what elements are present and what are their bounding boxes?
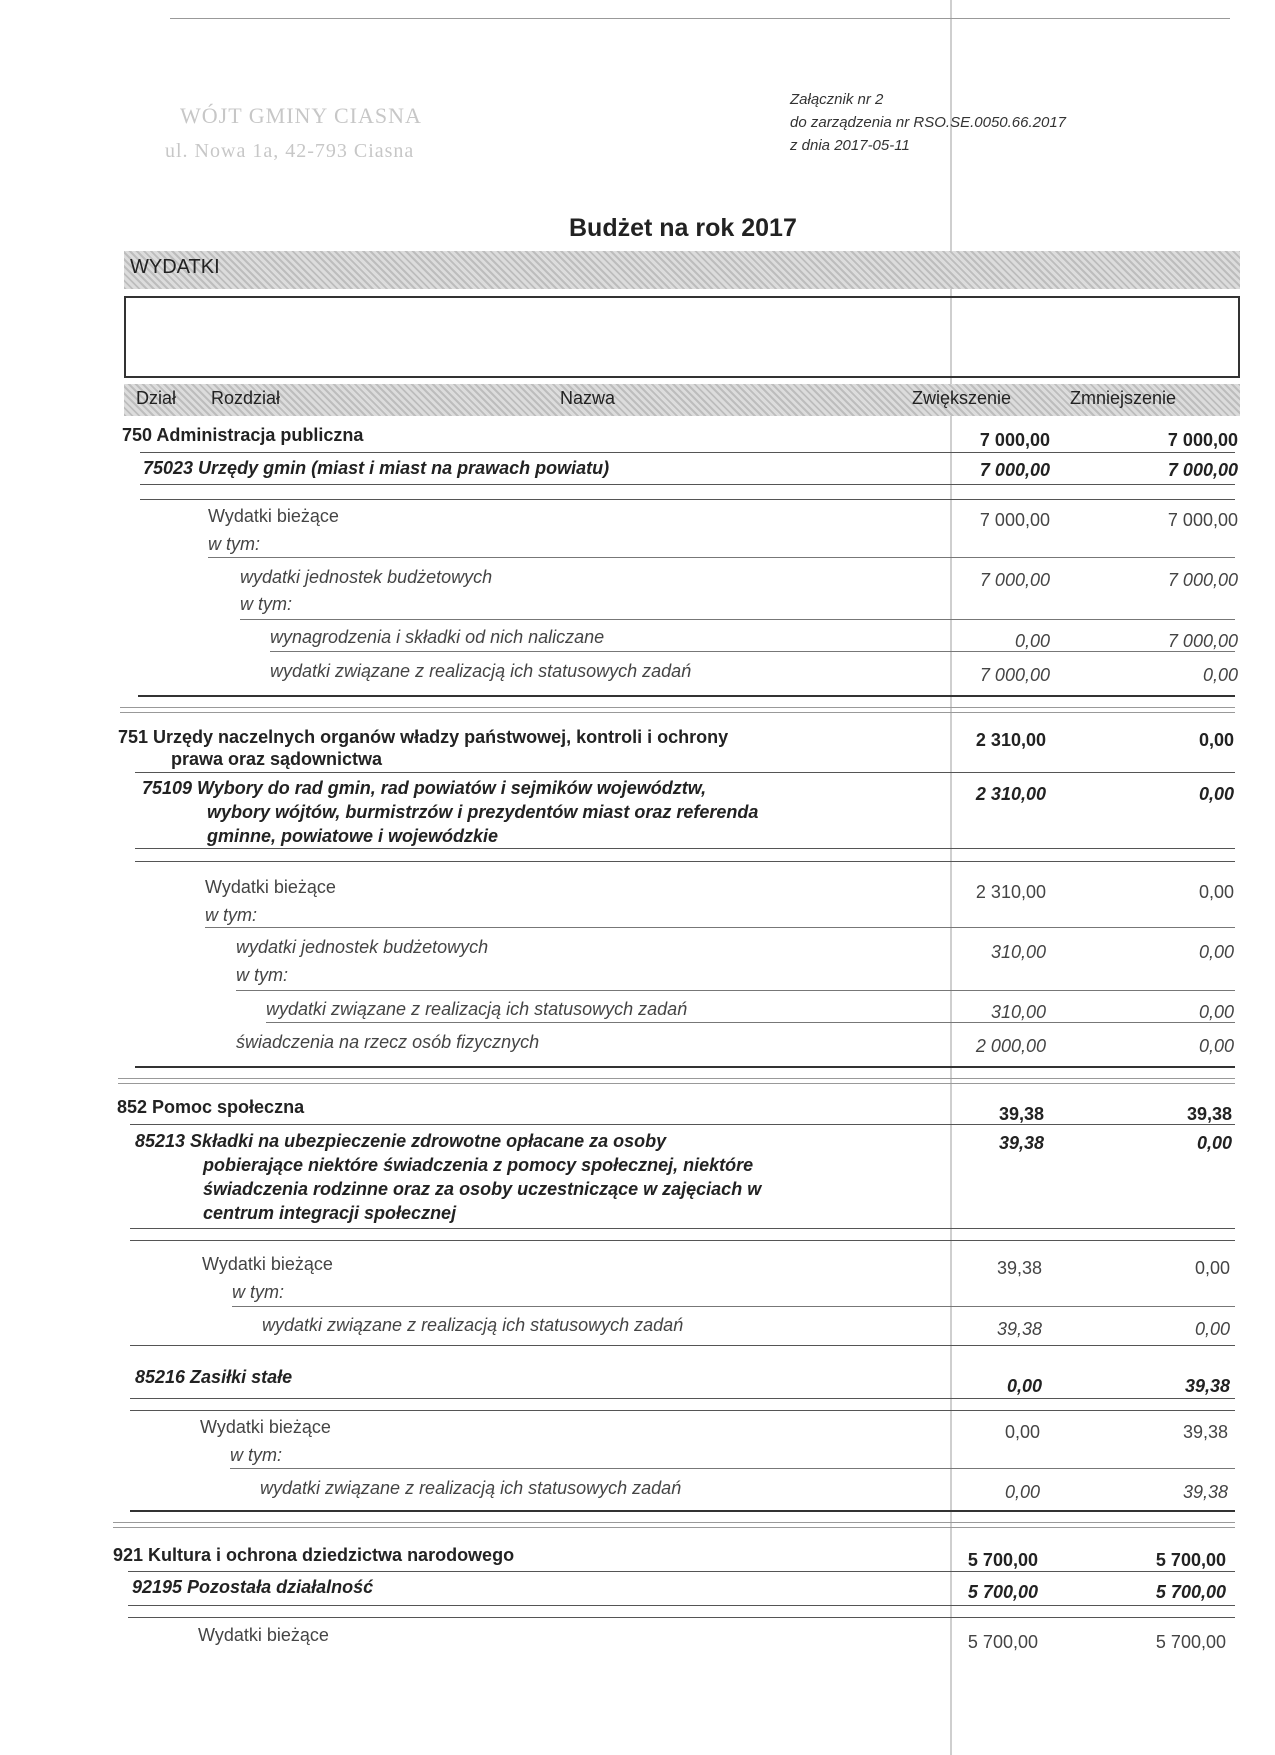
rule [135,861,1235,862]
statusowe-zadania-label: wydatki związane z realizacją ich statusowych zadań [266,999,688,1019]
stamp-line-2: ul. Nowa 1a, 42-793 Ciasna [165,140,415,162]
rule [130,1240,1235,1241]
wydatki-biezace-label: Wydatki bieżące [200,1417,331,1437]
rozdzial-92195-dec: 5 700,00 [1155,1582,1226,1602]
section-rule [118,1083,1235,1084]
wydatki-biezace-dec: 39,38 [1182,1422,1228,1442]
dzial-751-label-2: prawa oraz sądownictwa [171,749,383,769]
rozdzial-75109-label-2: wybory wójtów, burmistrzów i prezydentów miast oraz referenda [207,802,759,822]
rule [140,499,1235,500]
rozdzial-85213-label-2: pobierające niektóre świadczenia z pomocy społecznej, niektóre [203,1155,754,1175]
wydatki-biezace-inc: 5 700,00 [967,1632,1038,1652]
section-band [124,251,1240,289]
col-nazwa: Nazwa [560,388,616,408]
wydatki-biezace-inc: 39,38 [996,1258,1042,1278]
rule [230,1468,1235,1469]
attachment-line-3: z dnia 2017-05-11 [790,137,910,154]
rozdzial-85213-label: 85213 Składki na ubezpieczenie zdrowotne opłacane za osoby [135,1131,667,1151]
w-tym-label: w tym: [240,594,292,614]
rule [135,848,1235,849]
wydatki-jednostek-label: wydatki jednostek budżetowych [240,567,493,587]
section-rule [138,695,1235,697]
rule [130,1410,1235,1411]
rozdzial-92195-label: 92195 Pozostała działalność [132,1577,374,1597]
swiadczenia-inc: 2 000,00 [975,1036,1046,1056]
wydatki-jednostek-dec: 0,00 [1198,942,1234,962]
wydatki-biezace-inc: 0,00 [1004,1422,1040,1442]
statusowe-zadania-dec: 39,38 [1182,1482,1228,1502]
rule [128,1617,1235,1618]
statusowe-zadania-label: wydatki związane z realizacją ich statusowych zadań [270,661,692,681]
w-tym-label: w tym: [236,965,288,985]
rozdzial-85216-inc: 0,00 [1006,1376,1042,1396]
dzial-852-dec: 39,38 [1186,1104,1232,1124]
dzial-751-inc: 2 310,00 [975,730,1046,750]
rozdzial-75023-label: 75023 Urzędy gmin (miast i miast na prawach powiatu) [143,458,610,478]
wydatki-biezace-label: Wydatki bieżące [198,1625,329,1645]
w-tym-label: w tym: [205,905,257,925]
wydatki-biezace-label: Wydatki bieżące [202,1254,333,1274]
rule [205,927,1235,928]
section-rule [135,1066,1235,1068]
statusowe-zadania-inc: 7 000,00 [979,665,1050,685]
statusowe-zadania-dec: 0,00 [1198,1002,1234,1022]
wydatki-biezace-dec: 5 700,00 [1155,1632,1226,1652]
swiadczenia-label: świadczenia na rzecz osób fizycznych [236,1032,540,1052]
rule [130,1228,1235,1229]
rozdzial-85213-label-3: świadczenia rodzinne oraz za osoby uczestniczące w zajęciach w [203,1179,762,1199]
section-rule [113,1522,1235,1523]
rule [128,1571,1235,1572]
statusowe-zadania-inc: 310,00 [990,1002,1046,1022]
statusowe-zadania-dec: 0,00 [1202,665,1238,685]
rozdzial-75023-inc: 7 000,00 [979,460,1050,480]
wydatki-jednostek-inc: 7 000,00 [979,570,1050,590]
rule [140,452,1235,453]
rozdzial-75109-dec: 0,00 [1198,784,1234,804]
wydatki-jednostek-dec: 7 000,00 [1167,570,1238,590]
rule [266,1022,1235,1023]
wydatki-biezace-dec: 7 000,00 [1167,510,1238,530]
col-dzial: Dział [136,388,177,408]
wydatki-biezace-label: Wydatki bieżące [208,506,339,526]
col-zwiekszenie: Zwiększenie [912,388,1012,408]
rule [240,619,1235,620]
rozdzial-75109-label-3: gminne, powiatowe i wojewódzkie [207,826,499,846]
statusowe-zadania-dec: 0,00 [1194,1319,1230,1339]
rozdzial-85213-label-4: centrum integracji społecznej [203,1203,457,1223]
dzial-921-label: 921 Kultura i ochrona dziedzictwa narodowego [113,1545,515,1565]
rule [130,1398,1235,1399]
rule [140,484,1235,485]
swiadczenia-dec: 0,00 [1198,1036,1234,1056]
wynagrodzenia-inc: 0,00 [1014,631,1050,651]
rule [236,990,1235,991]
wydatki-jednostek-inc: 310,00 [990,942,1046,962]
col-zmniejszenie: Zmniejszenie [1070,388,1177,408]
dzial-921-inc: 5 700,00 [967,1550,1038,1570]
wydatki-biezace-inc: 2 310,00 [975,882,1046,902]
rule [232,1306,1235,1307]
rozdzial-75109-inc: 2 310,00 [975,784,1046,804]
dzial-751-label: 751 Urzędy naczelnych organów władzy państwowej, kontroli i ochrony [118,727,729,747]
attachment-line-1: Załącznik nr 2 [790,91,884,108]
section-rule [120,707,1235,708]
dzial-852-inc: 39,38 [998,1104,1044,1124]
section-rule [118,1078,1235,1079]
top-edge-line [170,18,1230,19]
w-tym-label: w tym: [230,1445,282,1465]
rule [208,557,1235,558]
rule [270,651,1235,652]
dzial-750-dec: 7 000,00 [1167,430,1238,450]
section-rule [113,1527,1235,1528]
rozdzial-85216-label: 85216 Zasiłki stałe [135,1367,293,1387]
stamp-line-1: WÓJT GMINY CIASNA [180,103,422,128]
rozdzial-85213-dec: 0,00 [1196,1133,1232,1153]
rozdzial-75109-label: 75109 Wybory do rad gmin, rad powiatów i sejmików województw, [142,778,707,798]
w-tym-label: w tym: [232,1282,284,1302]
w-tym-label: w tym: [208,534,260,554]
dzial-921-dec: 5 700,00 [1155,1550,1226,1570]
section-rule [130,1510,1235,1512]
wydatki-biezace-label: Wydatki bieżące [205,877,336,897]
dzial-750-label: 750 Administracja publiczna [122,425,364,445]
section-title: WYDATKI [130,256,220,278]
section-rule [120,712,1235,713]
rule [130,1345,1235,1346]
empty-box [124,296,1240,378]
wynagrodzenia-dec: 7 000,00 [1167,631,1238,651]
rozdzial-75023-dec: 7 000,00 [1167,460,1238,480]
rule [135,772,1235,773]
statusowe-zadania-inc: 39,38 [996,1319,1042,1339]
wynagrodzenia-label: wynagrodzenia i składki od nich naliczane [270,627,605,647]
statusowe-zadania-inc: 0,00 [1004,1482,1040,1502]
wydatki-biezace-dec: 0,00 [1198,882,1234,902]
wydatki-biezace-dec: 0,00 [1194,1258,1230,1278]
dzial-750-inc: 7 000,00 [979,430,1050,450]
wydatki-jednostek-label: wydatki jednostek budżetowych [236,937,489,957]
statusowe-zadania-label: wydatki związane z realizacją ich statusowych zadań [260,1478,682,1498]
col-rozdzial: Rozdział [211,388,281,408]
dzial-852-label: 852 Pomoc społeczna [117,1097,305,1117]
wydatki-biezace-inc: 7 000,00 [979,510,1050,530]
attachment-line-2: do zarządzenia nr RSO.SE.0050.66.2017 [790,114,1067,131]
statusowe-zadania-label: wydatki związane z realizacją ich statusowych zadań [262,1315,684,1335]
rule [130,1124,1235,1125]
page-title: Budżet na rok 2017 [569,214,797,242]
rozdzial-85213-inc: 39,38 [998,1133,1044,1153]
dzial-751-dec: 0,00 [1198,730,1234,750]
rozdzial-92195-inc: 5 700,00 [967,1582,1038,1602]
rozdzial-85216-dec: 39,38 [1184,1376,1230,1396]
rule [128,1605,1235,1606]
